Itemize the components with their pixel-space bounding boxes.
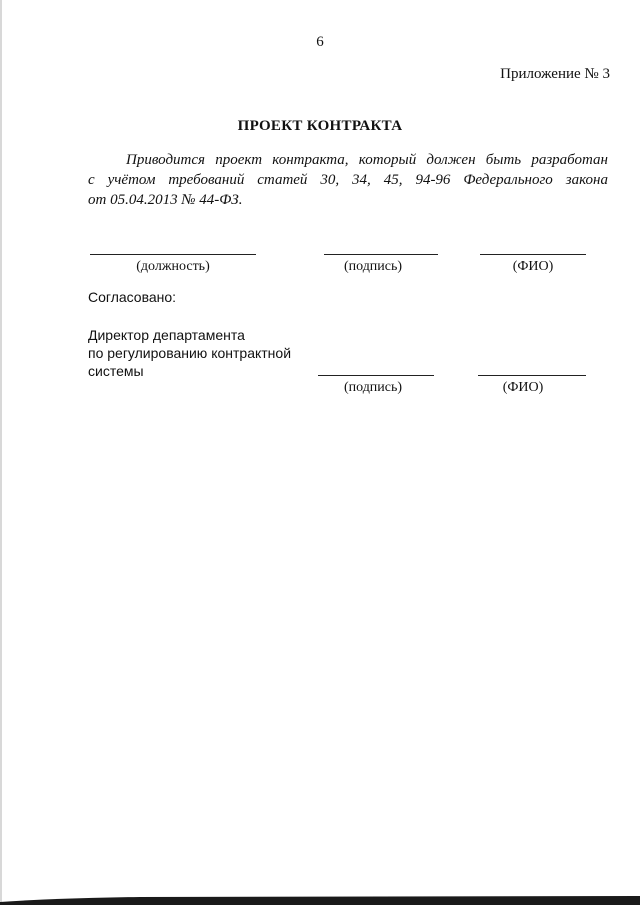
intro-paragraph [88, 150, 608, 210]
director-name-label: (ФИО) [502, 380, 544, 395]
director-signature-label: (подпись) [343, 380, 403, 395]
intro-line-2: с учётом требований статей 30, 34, 45, 94-96 Федерального закона [88, 172, 608, 188]
signature-line [324, 254, 438, 255]
scan-bottom-edge [0, 896, 640, 905]
director-title [88, 326, 291, 380]
name-line [480, 254, 586, 255]
director-name-line [478, 375, 586, 376]
director-line-2: по регулированию контрактной [88, 345, 292, 361]
scan-edge-shadow [0, 0, 2, 905]
intro-line-3: от 05.04.2013 № 44-ФЗ. [88, 192, 243, 208]
name-label: (ФИО) [512, 259, 554, 274]
signature-label: (подпись) [343, 259, 403, 274]
intro-line-1: Приводится проект контракта, который должен быть разработан [126, 152, 608, 168]
appendix-label: Приложение № 3 [500, 66, 610, 82]
director-line-1: Директор департамента [88, 327, 245, 343]
page-number: 6 [316, 34, 324, 50]
document-title: ПРОЕКТ КОНТРАКТА [237, 118, 403, 134]
director-signature-line [318, 375, 434, 376]
agreed-label: Согласовано: [88, 289, 177, 305]
director-line-3: системы [88, 363, 144, 379]
position-line [90, 254, 256, 255]
position-label: (должность) [136, 259, 210, 274]
